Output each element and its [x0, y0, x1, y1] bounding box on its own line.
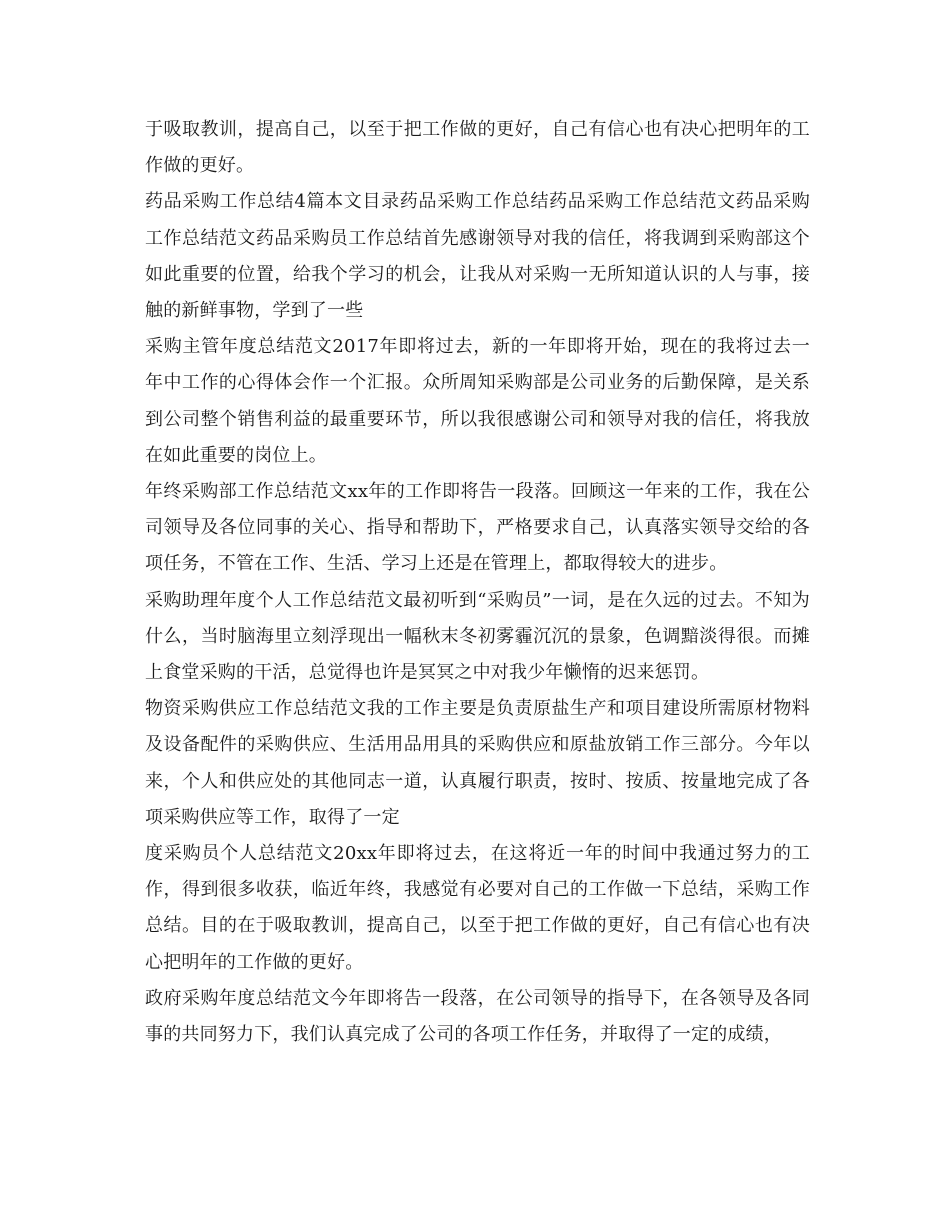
paragraph-continuation: 于吸取教训，提高自己，以至于把工作做的更好，自己有信心也有决心把明年的工作做的更好。: [145, 119, 810, 177]
document-body: [145, 112, 810, 1053]
paragraph-pharma-purchasing-summary: 药品采购工作总结4篇本文目录药品采购工作总结药品采购工作总结范文药品采购工作总结范文药品采购员工作总结首先感谢领导对我的信任，将我调到采购部这个如此重要的位置，给我个学习的机会，让我从对采购一无所知道认识的人与事，接触的新鲜事物，学到了一些: [145, 191, 810, 322]
paragraph-purchaser-personal-summary: 度采购员个人总结范文20xx年即将过去，在这将近一年的时间中我通过努力的工作，得到很多收获，临近年终，我感觉有必要对自己的工作做一下总结，采购工作总结。目的在于吸取教训，提高自己，以至于把工作做的更好，自己有信心也有决心把明年的工作做的更好。: [145, 843, 810, 973]
paragraph-year-end-department-summary: 年终采购部工作总结范文xx年的工作即将告一段落。回顾这一年来的工作，我在公司领导及各位同事的关心、指导和帮助下，严格要求自己，认真落实领导交给的各项任务，不管在工作、生活、学习上还是在管理上，都取得较大的进步。: [145, 481, 810, 575]
paragraph-purchasing-manager-summary: 采购主管年度总结范文2017年即将过去，新的一年即将开始，现在的我将过去一年中工作的心得体会作一个汇报。众所周知采购部是公司业务的后勤保障，是关系到公司整个销售利益的最重要环节，所以我很感谢公司和领导对我的信任，将我放在如此重要的岗位上。: [145, 336, 810, 466]
paragraph-material-supply-summary: 物资采购供应工作总结范文我的工作主要是负责原盐生产和项目建设所需原材物料及设备配件的采购供应、生活用品用具的采购供应和原盐放销工作三部分。今年以来，个人和供应处的其他同志一道，认真履行职责，按时、按质、按量地完成了各项采购供应等工作，取得了一定: [145, 698, 810, 828]
paragraph-purchasing-assistant-summary: 采购助理年度个人工作总结范文最初听到“采购员”一词，是在久远的过去。不知为什么，当时脑海里立刻浮现出一幅秋末冬初雾霾沉沉的景象，色调黯淡得很。而摊上食堂采购的干活，总觉得也许是冥冥之中对我少年懒惰的迟来惩罚。: [145, 589, 810, 684]
paragraph-government-purchasing-summary: 政府采购年度总结范文今年即将告一段落，在公司领导的指导下，在各领导及各同事的共同努力下，我们认真完成了公司的各项工作任务，并取得了一定的成绩，: [145, 987, 810, 1046]
